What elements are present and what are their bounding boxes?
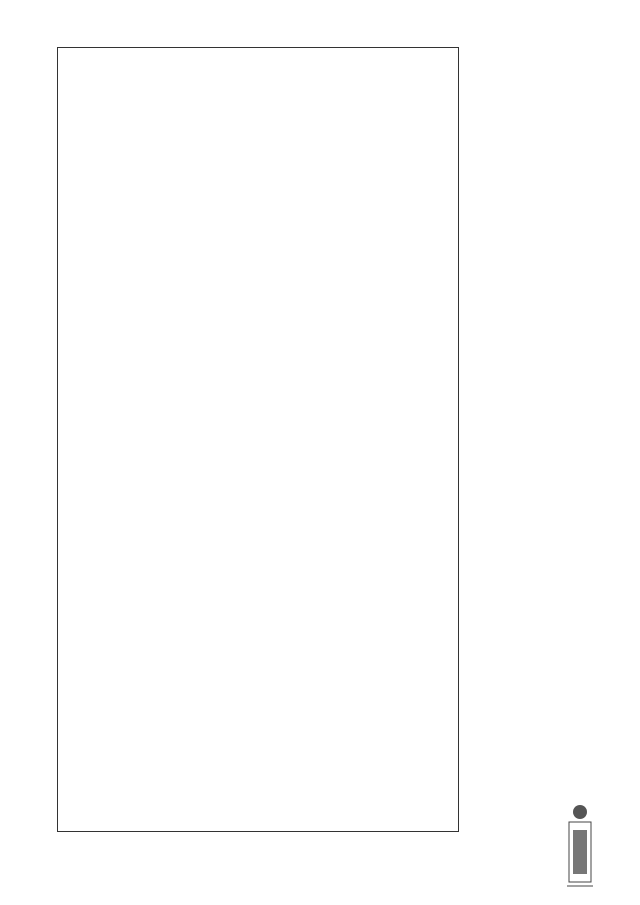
budget-table xyxy=(57,47,459,832)
registration-stamp xyxy=(598,560,618,830)
coat-of-arms-icon xyxy=(565,800,595,895)
